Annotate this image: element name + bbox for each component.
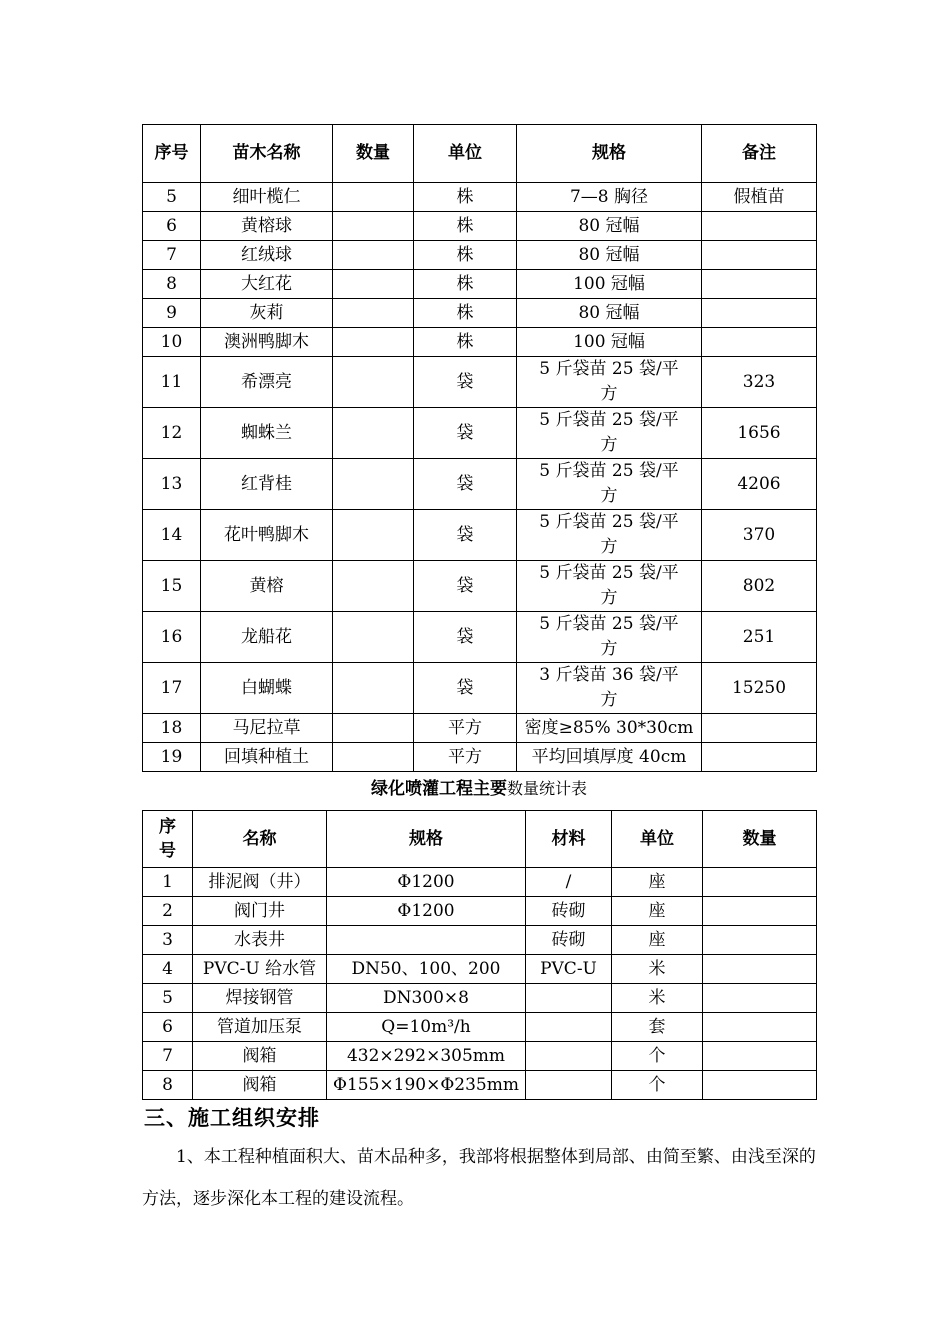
row-name: 焊接钢管 [193,984,327,1013]
table-row [143,459,817,510]
row-no: 16 [143,612,201,663]
table-row [143,183,817,212]
row-spec: 5 斤袋苗 25 袋/平方 [517,459,702,510]
row-qty [333,714,414,743]
row-spec: 5 斤袋苗 25 袋/平方 [517,357,702,408]
header-no-text: 序号 [159,817,176,861]
table-row [143,984,817,1013]
row-name: 马尼拉草 [201,714,333,743]
header-qty: 数量 [703,811,817,868]
row-note [702,743,817,772]
row-material: PVC-U [526,955,612,984]
row-qty [333,408,414,459]
row-no: 4 [143,955,193,984]
row-spec: 5 斤袋苗 25 袋/平方 [517,561,702,612]
row-no: 13 [143,459,201,510]
header-spec: 规格 [517,125,702,183]
table-row [143,212,817,241]
row-note: 1656 [702,408,817,459]
row-unit: 个 [612,1042,703,1071]
header-name: 名称 [193,811,327,868]
row-name: 黄榕球 [201,212,333,241]
row-spec: 100 冠幅 [517,328,702,357]
row-name: 灰莉 [201,299,333,328]
row-note [702,328,817,357]
row-qty [333,743,414,772]
row-no: 8 [143,1071,193,1100]
table-row [143,743,817,772]
plant-quantity-table [142,124,817,772]
row-name: 花叶鸭脚木 [201,510,333,561]
row-name: 红绒球 [201,241,333,270]
row-no: 18 [143,714,201,743]
row-note [702,714,817,743]
table-row [143,510,817,561]
row-name: 蜘蛛兰 [201,408,333,459]
header-note: 备注 [702,125,817,183]
row-note: 802 [702,561,817,612]
row-unit: 套 [612,1013,703,1042]
row-note: 370 [702,510,817,561]
table-row [143,897,817,926]
row-spec: Φ1200 [327,897,526,926]
row-qty [703,926,817,955]
row-name: 希漂亮 [201,357,333,408]
row-no: 6 [143,1013,193,1042]
row-unit: 座 [612,868,703,897]
table-row [143,241,817,270]
header-spec: 规格 [327,811,526,868]
row-material [526,984,612,1013]
table-row [143,926,817,955]
table-row [143,1042,817,1071]
table-row [143,299,817,328]
row-unit: 株 [414,299,517,328]
row-spec: 5 斤袋苗 25 袋/平方 [517,510,702,561]
row-note [702,241,817,270]
row-material [526,1071,612,1100]
header-no [143,811,193,868]
table-header-row [143,811,817,868]
table-header-row [143,125,817,183]
row-no: 3 [143,926,193,955]
row-spec: Q=10m³/h [327,1013,526,1042]
caption-bold-part: 绿化喷灌工程主要 [370,779,507,799]
row-no: 15 [143,561,201,612]
table-row [143,408,817,459]
row-note: 4206 [702,459,817,510]
irrigation-table-caption [142,776,816,802]
row-qty [333,663,414,714]
row-name: 阀箱 [193,1042,327,1071]
row-qty [703,984,817,1013]
row-qty [333,270,414,299]
table-row [143,714,817,743]
table-row [143,612,817,663]
table-row [143,955,817,984]
row-spec [327,926,526,955]
row-name: 回填种植土 [201,743,333,772]
row-spec: 80 冠幅 [517,299,702,328]
row-spec: 3 斤袋苗 36 袋/平方 [517,663,702,714]
table-row [143,270,817,299]
row-qty [333,212,414,241]
row-unit: 袋 [414,510,517,561]
irrigation-quantity-table [142,810,817,1100]
row-qty [333,561,414,612]
row-name: PVC-U 给水管 [193,955,327,984]
row-unit: 个 [612,1071,703,1100]
row-spec: Φ155×190×Φ235mm [327,1071,526,1100]
row-no: 12 [143,408,201,459]
row-no: 17 [143,663,201,714]
row-name: 大红花 [201,270,333,299]
row-no: 6 [143,212,201,241]
row-material [526,1013,612,1042]
row-note: 323 [702,357,817,408]
row-no: 5 [143,984,193,1013]
header-qty: 数量 [333,125,414,183]
row-unit: 座 [612,897,703,926]
row-qty [333,299,414,328]
row-spec: DN50、100、200 [327,955,526,984]
row-spec: 5 斤袋苗 25 袋/平方 [517,408,702,459]
row-name: 阀门井 [193,897,327,926]
row-note [702,212,817,241]
row-name: 黄榕 [201,561,333,612]
row-material: 砖砌 [526,897,612,926]
row-qty [333,510,414,561]
row-no: 11 [143,357,201,408]
row-spec: 密度≥85% 30*30cm [517,714,702,743]
row-material: 砖砌 [526,926,612,955]
row-name: 白蝴蝶 [201,663,333,714]
row-qty [703,868,817,897]
row-unit: 袋 [414,357,517,408]
row-unit: 袋 [414,663,517,714]
row-qty [333,459,414,510]
table-row [143,1071,817,1100]
header-material: 材料 [526,811,612,868]
row-unit: 袋 [414,408,517,459]
row-spec: DN300×8 [327,984,526,1013]
header-name: 苗木名称 [201,125,333,183]
row-unit: 座 [612,926,703,955]
row-qty [703,1071,817,1100]
row-name: 红背桂 [201,459,333,510]
table-row [143,561,817,612]
row-name: 龙船花 [201,612,333,663]
row-unit: 袋 [414,459,517,510]
row-qty [333,357,414,408]
row-spec: 5 斤袋苗 25 袋/平方 [517,612,702,663]
row-no: 5 [143,183,201,212]
row-spec: Φ1200 [327,868,526,897]
row-qty [333,328,414,357]
row-no: 8 [143,270,201,299]
row-qty [703,1013,817,1042]
row-unit: 袋 [414,561,517,612]
row-name: 阀箱 [193,1071,327,1100]
header-unit: 单位 [612,811,703,868]
row-no: 14 [143,510,201,561]
row-no: 10 [143,328,201,357]
row-name: 水表井 [193,926,327,955]
row-no: 19 [143,743,201,772]
row-spec: 80 冠幅 [517,241,702,270]
table-row [143,328,817,357]
row-name: 排泥阀（井） [193,868,327,897]
row-material: / [526,868,612,897]
row-no: 1 [143,868,193,897]
row-note: 251 [702,612,817,663]
row-unit: 株 [414,328,517,357]
row-spec: 7—8 胸径 [517,183,702,212]
row-note: 假植苗 [702,183,817,212]
row-name: 澳洲鸭脚木 [201,328,333,357]
row-material [526,1042,612,1071]
row-qty [333,183,414,212]
row-unit: 米 [612,984,703,1013]
table-row [143,663,817,714]
row-spec: 平均回填厚度 40cm [517,743,702,772]
table-row [143,1013,817,1042]
row-unit: 米 [612,955,703,984]
section-heading: 三、施工组织安排 [144,1105,320,1130]
row-qty [703,1042,817,1071]
row-no: 2 [143,897,193,926]
row-spec: 100 冠幅 [517,270,702,299]
row-unit: 株 [414,270,517,299]
table-row [143,868,817,897]
row-unit: 平方 [414,743,517,772]
header-no: 序号 [143,125,201,183]
row-spec: 80 冠幅 [517,212,702,241]
section-paragraph: 1、本工程种植面积大、苗木品种多，我部将根据整体到局部、由简至繁、由浅至深的方法，逐步深化本工程的建设流程。 [142,1147,816,1209]
row-unit: 株 [414,241,517,270]
row-note [702,270,817,299]
row-note: 15250 [702,663,817,714]
row-no: 7 [143,1042,193,1071]
row-unit: 平方 [414,714,517,743]
row-qty [333,612,414,663]
row-note [702,299,817,328]
row-spec: 432×292×305mm [327,1042,526,1071]
row-unit: 株 [414,212,517,241]
row-no: 7 [143,241,201,270]
row-qty [703,897,817,926]
table-row [143,357,817,408]
header-unit: 单位 [414,125,517,183]
row-name: 细叶榄仁 [201,183,333,212]
row-no: 9 [143,299,201,328]
row-name: 管道加压泵 [193,1013,327,1042]
row-unit: 袋 [414,612,517,663]
row-unit: 株 [414,183,517,212]
row-qty [703,955,817,984]
caption-normal-part: 数量统计表 [506,779,587,798]
row-qty [333,241,414,270]
